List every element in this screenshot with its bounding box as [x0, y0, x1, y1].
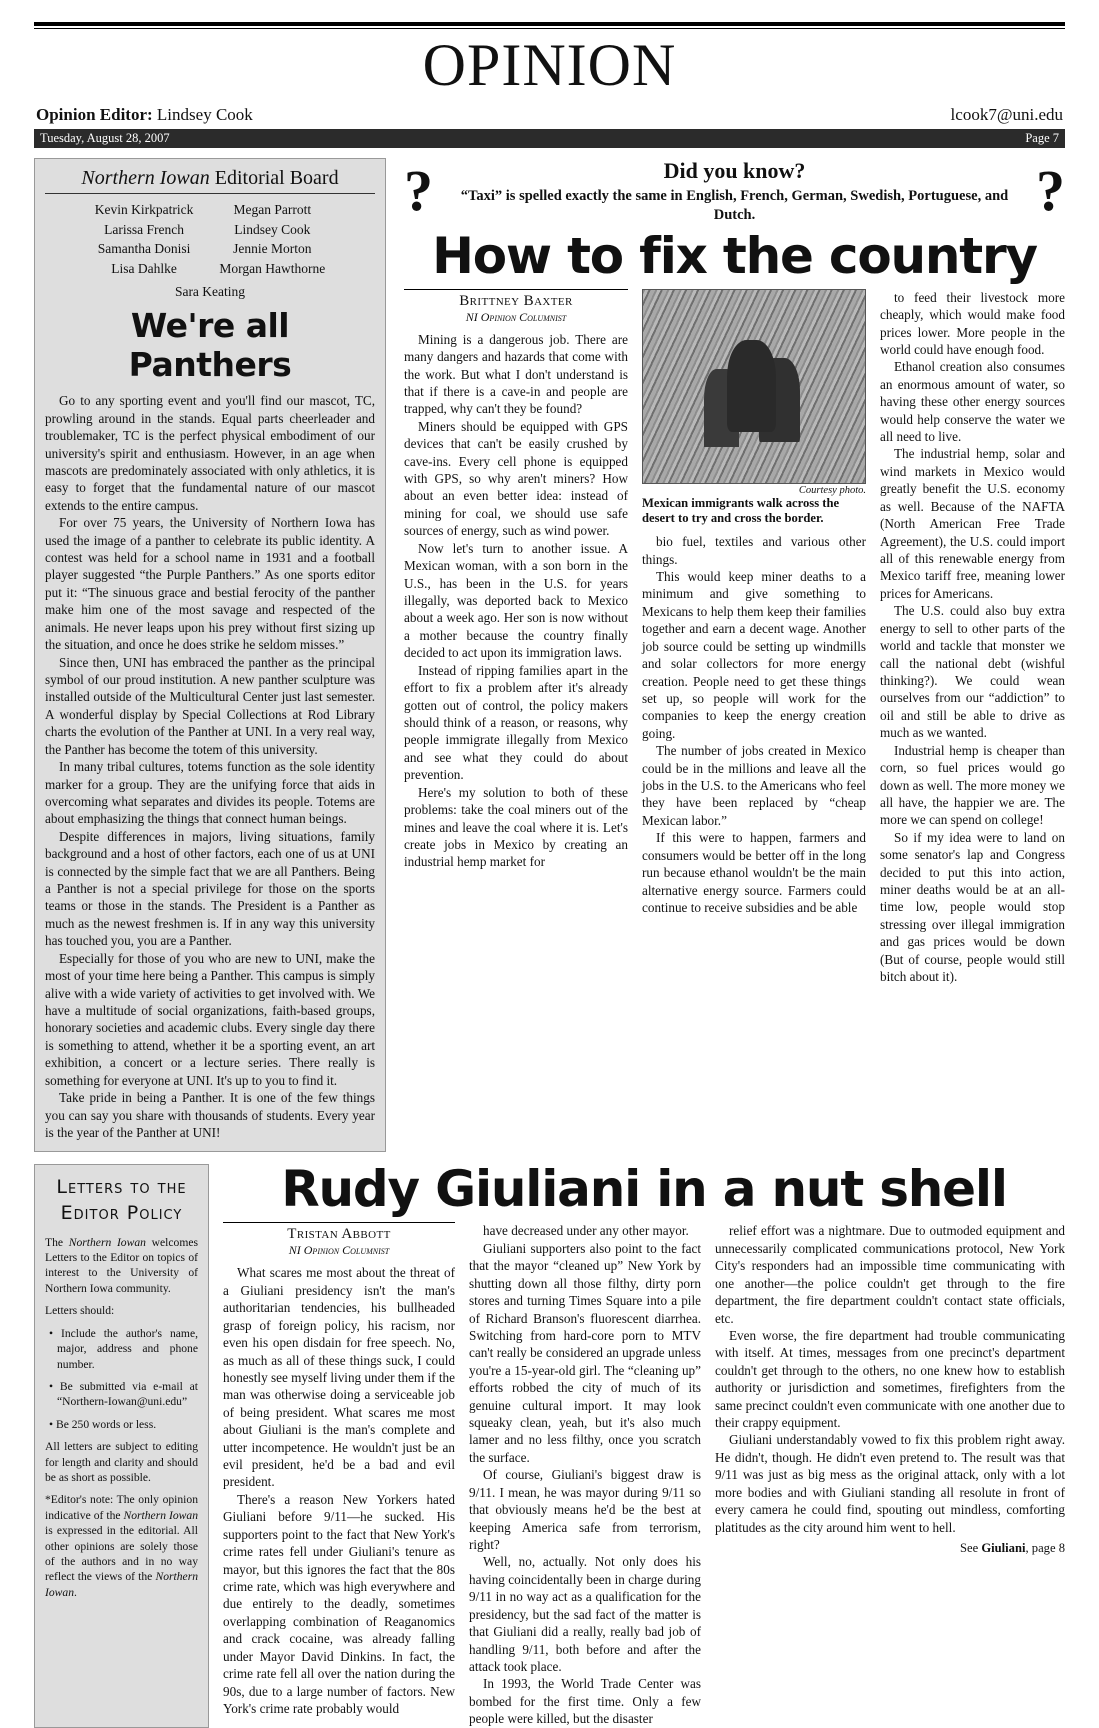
paragraph: For over 75 years, the University of Northern Iowa has used the image of a panther to celebrate its public identity. A contest was held for a school name in 1931 and a football player suggested “the Purple Panthers.” As one sports editor put it: “The sinuous grace and bestial ferocity of the panther make him one of the most savage and respected of the animals. He never leaps upon his prey without first sizing up the situation, and once he does strike he seldom misses.” [45, 515, 375, 653]
paragraph: Of course, Giuliani's biggest draw is 9/11. I mean, he was mayor during 9/11 so that obviously means he'd be the best at keeping America safe from terrorism, right? [469, 1467, 701, 1552]
rudy-col2-body [469, 1222, 701, 1727]
intro-post: welcomes Letters to the Editor on topics of interest to the University of Northern Iowa community. [45, 1235, 198, 1295]
editorial-headline: We're all Panthers [128, 306, 292, 385]
editorial-board-title [45, 167, 375, 194]
editorial-board-title-rest: Editorial Board [214, 167, 339, 189]
letters-policy-box [34, 1164, 209, 1727]
photo-credit: Courtesy photo. [798, 484, 866, 496]
board-member: Larissa French [104, 221, 184, 237]
policy-bullet: • Include the author's name, major, address and phone number. [49, 1326, 198, 1371]
paragraph: have decreased under any other mayor. [483, 1223, 689, 1239]
rudy-col3-body [715, 1222, 1065, 1536]
paragraph: Go to any sporting event and you'll find our mascot, TC, prowling around in the stands. Equal parts cheerleader and troublemaker, TC is the perfect physical embodiment of our university's spirit and enthusiasm. However, in an age when mascots are predominately associated with only athletics, it is easy to forget that the fundamental nature of our mascot extends to the entire campus. [45, 393, 375, 513]
did-you-know-title: Did you know? [663, 158, 806, 183]
country-col3-body [880, 289, 1065, 986]
note-pre: *Editor's note: The only opinion indicative of the [45, 1493, 198, 1522]
rudy-col1-body [223, 1264, 455, 1717]
question-mark-icon: ? [1036, 158, 1065, 224]
question-mark-icon: ? [404, 158, 433, 224]
paragraph: Giuliani supporters also point to the fact that the mayor “cleaned up” New York by shutting down all those filthy, dirty porn stores and turning Times Square into a pile of Richard Branson's fluorescent diarrhea. Switching from hard-core porn to MTV can't really be considered an upgrade unless you're a 15-year-old girl. The “cleaning up” efforts robbed the city of much of its genuine cultural import. It may look squeaky clean, yeah, but it's also much lamer and no less filthy, once you scratch the surface. [469, 1240, 701, 1465]
dateline-bar [34, 129, 1065, 148]
paragraph: The U.S. could also buy extra energy to sell to other parts of the world and tackle that monster we call the national debt (wishful thinking?). We could wean ourselves from our “addiction” to oil and still be able to drive as much as we wanted. [880, 603, 1065, 741]
paragraph: This would keep miner deaths to a minimum and give something to Mexicans to help them keep their families together and earn a decent wage. Another job source could be setting up windmills and solar collectors for more energy creation. People need to get these things set up, so people will work for the companies to keep the energy creation going. [642, 569, 866, 741]
editorial-box [34, 158, 386, 1152]
paragraph [45, 1235, 198, 1297]
editors-note [45, 1492, 198, 1600]
board-member: Samantha Donisi [97, 241, 191, 257]
page-title: OPINION [422, 32, 677, 98]
paragraph: Well, no, actually. Not only does his having coincidentally been in charge during 9/11 in no way act as a qualification for the presidency, but the sad fact of the matter is that Giuliani did a really, really bad job of handling 9/11, both before and after the attack took place. [469, 1554, 701, 1674]
paragraph: Giuliani understandably vowed to fix this problem right away. He didn't, though. He didn't even pretend to. The result was that 9/11 was just as big mess as the original attack, only with a lot more bodies and with Giuliani standing all resolute in front of every camera he could find, spouting out mindless, comforting platitudes as the city around him went to hell. [715, 1432, 1065, 1535]
country-col2-body [642, 533, 866, 916]
policy-bullet: • Be 250 words or less. [49, 1417, 157, 1431]
paragraph: The industrial hemp, solar and wind markets in Mexico would greatly benefit the U.S. economy as well. Because of the NAFTA (North American Free Trade Agreement), the U.S. could import all of this renewable energy from Mexico tariff free, meaning lower prices for Americans. [880, 446, 1065, 601]
photo-caption: Mexican immigrants walk across the desert to try and cross the border. [642, 495, 840, 526]
jump-bold: Giuliani [981, 1540, 1026, 1555]
paragraph: The number of jobs created in Mexico could be in the millions and leave all the jobs in the U.S. to the Americans who feel they have been replaced by “cheap Mexican labor.” [642, 743, 866, 828]
paragraph: In many tribal cultures, totems function as the sole identity marker for a group. They are the unifying force that aids in overcoming what separates and divides its people. Totems are about emphasizing the things that connect human beings. [45, 759, 375, 827]
jump-pre: See [960, 1540, 982, 1555]
top-area [34, 158, 1065, 1152]
immigrants-photo [642, 289, 866, 484]
paragraph: Despite differences in majors, living situations, family background and a host of other factors, each one of us at UNI is connected by the simple fact that we are all Panthers. Being a Panther is not a special privilege for those on the sports teams or those in the stands. The President is a Panther as much as the newest freshmen is. If in any way this university has touched you, you are a Panther. [45, 828, 375, 949]
did-you-know-box [404, 158, 1065, 225]
board-member: Kevin Kirkpatrick [94, 202, 194, 217]
letters-policy-title: Letters to the Editor Policy [56, 1176, 187, 1225]
paragraph: Mining is a dangerous job. There are many dangers and hazards that come with the work. But what I don't understand is that if there is a cave-in and people are trapped, why can't they be found? [404, 331, 628, 417]
rudy-headline: Rudy Giuliani in a nut shell [281, 1160, 1007, 1219]
opinion-editor [36, 105, 253, 125]
paragraph: Take pride in being a Panther. It is one of the few things you can say you share with thousands of students. Every year is the year of the Panther at UNI! [45, 1090, 375, 1140]
rudy-author-title: NI Opinion Columnist [288, 1243, 390, 1258]
rudy-story [223, 1160, 1065, 1727]
paragraph: If this were to happen, farmers and consumers would be better off in the long run because ethanol wouldn't be the main alternative energy source. Farmers could continue to receive subsidies and be able [642, 830, 866, 916]
country-author: Brittney Baxter [404, 289, 628, 310]
board-member: Megan Parrott [233, 202, 312, 217]
opinion-editor-label: Opinion Editor: [36, 105, 153, 124]
note-italic-1: Northern Iowan [123, 1508, 198, 1522]
board-member: Jennie Morton [233, 241, 312, 257]
paragraph: Instead of ripping families apart in the effort to fix a problem after it's already gotten out of control, the policy makers should think of a reason, or reasons, why people immigrate illegally from Mexico and see what they could do about prevention. [404, 662, 628, 783]
did-you-know-inner [443, 158, 1026, 225]
masthead-byline-row [34, 105, 1065, 129]
top-rule-thick [34, 22, 1065, 26]
intro-italic: Northern Iowan [68, 1235, 146, 1249]
editorial-board-title-italic: Northern Iowan [81, 167, 210, 189]
board-member: Lindsey Cook [234, 221, 311, 237]
editor-email[interactable]: lcook7@uni.edu [950, 105, 1063, 124]
rudy-column-2 [469, 1222, 701, 1727]
editorial-board-names [45, 200, 375, 278]
board-member: Morgan Hawthorne [219, 260, 326, 276]
country-columns [404, 289, 1065, 986]
bottom-area [34, 1160, 1065, 1727]
paragraph: So if my idea were to land on some senator's lap and Congress decided to put this into action, miner deaths would be at an all-time low, people would stop stressing over illegal immigration and gas prices would be down (But of course, people would still bitch about it). [880, 829, 1065, 985]
jump-line[interactable] [715, 1541, 1065, 1556]
paragraph: relief effort was a nightmare. Due to outmoded equipment and unnecessarily complicated communications protocol, New York City's responders had an impossible time communicating with one another—the police couldn't get through to the fire department, the fire department couldn't contact state officials, etc. [715, 1223, 1065, 1326]
editorial-board-names-left [95, 200, 194, 278]
paragraph: What scares me most about the threat of a Giuliani presidency isn't the man's authoritarian tendencies, his bullheaded grasp of foreign policy, his racism, nor even his open disdain for free speech. No, as much as all of these things suck, I could honestly see myself living under them if the man was otherwise doing a serviceable job of being president. What scares me most about Giuliani is the man's complete and utter incompetence. He wouldn't just be an evil president, he'd be a bad and evil president. [223, 1265, 455, 1490]
paragraph: to feed their livestock more cheaply, which would make food prices lower. More people in the world could have enough food. [880, 289, 1065, 357]
board-member: Sara Keating [174, 284, 246, 300]
policy-bullet: • Be submitted via e-mail at “Northern-Iowan@uni.edu” [49, 1379, 198, 1409]
paragraph: bio fuel, textiles and various other things. [642, 534, 866, 567]
paragraph: Industrial hemp is cheaper than corn, so fuel prices would go down as well. The more money we all have, the happier we are. The more we can spend on college! [880, 742, 1065, 828]
rudy-columns [223, 1222, 1065, 1727]
paragraph: Here's my solution to both of these problems: take the coal miners out of the mines and leave the coal where it is. Let's create jobs in Mexico by creating an industrial hemp market for [404, 784, 628, 870]
paragraph: Miners should be equipped with GPS devices that can't be easily crushed by cave-ins. Every cell phone is equipped with GPS, so why aren't miners? How about an even better idea: instead of mining for coal, we should use safe sources of energy, such as wind power. [404, 418, 628, 539]
note-italic-2: Northern Iowan [45, 1570, 198, 1599]
country-col1-body [404, 331, 628, 871]
dateline-date: Tuesday, August 28, 2007 [40, 131, 170, 145]
opinion-editor-name: Lindsey Cook [156, 105, 253, 124]
did-you-know-text: “Taxi” is spelled exactly the same in English, French, German, Swedish, Portuguese, and Dutch. [460, 188, 1009, 223]
jump-post: , page 8 [1025, 1540, 1065, 1555]
letters-should-label: Letters should: [45, 1304, 115, 1318]
paragraph: In 1993, the World Trade Center was bombed for the first time. Only a few people were killed, but the disaster [469, 1676, 701, 1727]
country-column-3 [880, 289, 1065, 986]
paragraph: Ethanol creation also consumes an enormous amount of water, so having these other energy sources would help conserve the water we all need to live. [880, 359, 1065, 445]
top-rule-thin [34, 28, 1065, 29]
board-member: Lisa Dahlke [111, 260, 177, 276]
paragraph: Now let's turn to another issue. A Mexican woman, with a son born in the U.S., has been in the U.S. for years illegally, was deported back to Mexico about a week ago. Her son is now without a mother because the country finally decided to act upon its immigration laws. [404, 540, 628, 661]
paragraph: Even worse, the fire department had trouble communicating with itself. At times, messages from one precinct's department couldn't get through to the others, no one knew how to establish authority or jurisdiction and sometimes, firefighters from the same precinct couldn't even communicate with one another due to their crappy equipment. [715, 1327, 1065, 1431]
paragraph: There's a reason New Yorkers hated Giuliani before 9/11—he sucked. His supporters point to the fact that New York's crime rates fell under Giuliani's tenure as mayor, but this ignores the fact that the 80s crime rate, which was high everywhere and due entirely to the deadly, sometimes overlapping combination of Reaganomics and crack cocaine, was already falling under Mayor David Dinkins. In fact, the crime rate fell all over the nation during the 90s, due to a large number of factors. New York's crime rate probably would [223, 1491, 455, 1716]
editorial-body [45, 392, 375, 1141]
note-mid: is expressed in the editorial. All other opinions are solely those of the authors and in no way reflect the views of the [45, 1524, 198, 1584]
editorial-board-names-right [219, 200, 325, 278]
country-story [400, 158, 1065, 1152]
country-author-title: NI Opinion Columnist [465, 309, 567, 324]
paragraph: Since then, UNI has embraced the panther as the principal symbol of our proud institution. A new panther sculpture was installed outside of the Multicultural Center just last semester. A wonderful display by Special Collections at Rod Library charts the evolution of the Panther at UNI. In a very real way, the Panther has become the totem of this university. [45, 654, 375, 757]
country-headline: How to fix the country [432, 226, 1037, 285]
letters-policy-body [45, 1235, 198, 1601]
rudy-author: Tristan Abbott [223, 1222, 455, 1243]
note-end: . [73, 1585, 77, 1599]
rudy-column-1 [223, 1222, 455, 1727]
dateline-page: Page 7 [1025, 131, 1059, 145]
paragraph: All letters are subject to editing for length and clarity and should be as short as possible. [45, 1440, 198, 1484]
paragraph: Especially for those of you who are new to UNI, make the most of your time here being a Panther. This campus is simply alive with a wide variety of activities to get involved with. We have a multitude of social organizations, faith-based groups, honorary societies and academic clubs. Every single day there is something to attend, whether it be a sporting event, an art exhibition, a concert or a lecture series. There really is something for everyone at UNI. It's up to you to find it. [45, 950, 375, 1088]
intro-pre: The [45, 1235, 69, 1249]
rudy-column-3 [715, 1222, 1065, 1727]
country-column-2 [642, 289, 866, 986]
country-column-1 [404, 289, 628, 986]
